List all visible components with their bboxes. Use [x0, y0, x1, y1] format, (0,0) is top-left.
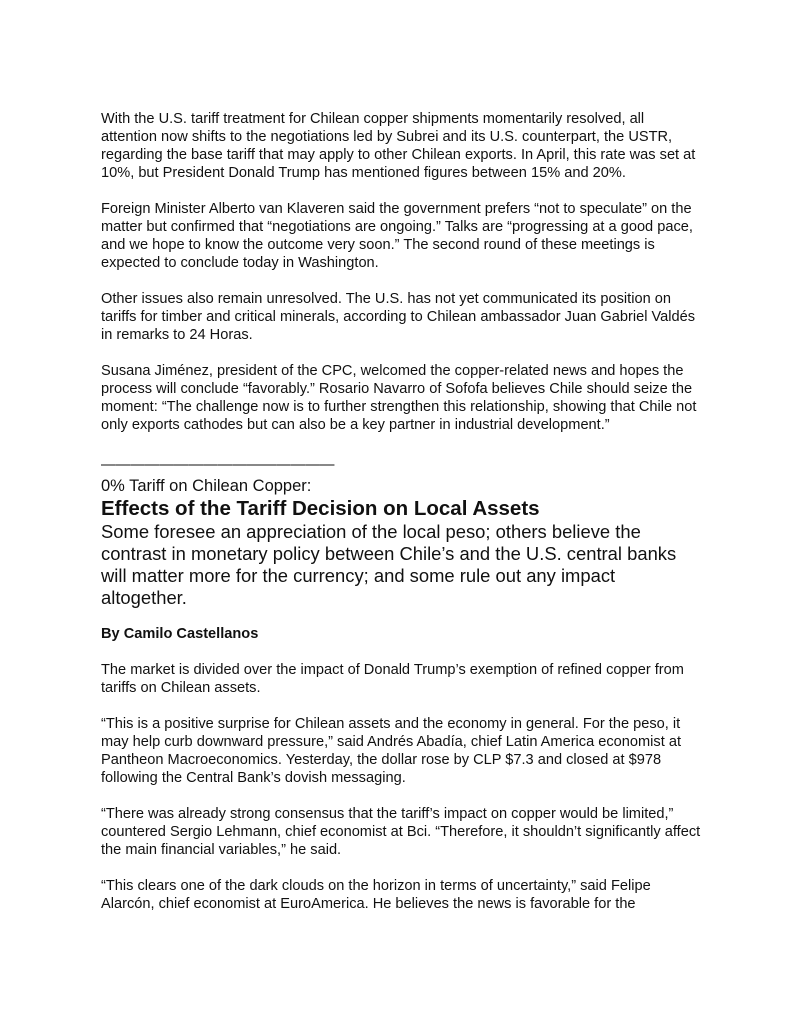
- body-paragraph: “This is a positive surprise for Chilean assets and the economy in general. For the peso, it may help curb downward pressure,” said Andrés Abadía, chief Latin America economist at Pantheon Macroeconomics. Yesterday, the dollar rose by CLP $7.3 and closed at $978 following the Central Bank’s dovish messaging.: [101, 716, 682, 786]
- body-paragraph: The market is divided over the impact of Donald Trump’s exemption of refined copper from tariffs on Chilean assets.: [101, 662, 684, 696]
- article-kicker: 0% Tariff on Chilean Copper:: [101, 477, 312, 495]
- article-local-assets: [101, 476, 701, 913]
- body-paragraph: Other issues also remain unresolved. The U.S. has not yet communicated its position on tariffs for timber and critical minerals, according to Chilean ambassador Juan Gabriel Valdés in remarks to 24 Horas.: [101, 291, 696, 343]
- body-paragraph: “This clears one of the dark clouds on the horizon in terms of uncertainty,” said Felipe Alarcón, chief economist at EuroAmerica. He believes the news is favorable for the: [101, 878, 651, 912]
- body-paragraph: With the U.S. tariff treatment for Chilean copper shipments momentarily resolved, all attention now shifts to the negotiations led by Subrei and its U.S. counterpart, the USTR, regarding the base tariff that may apply to other Chilean exports. In April, this rate was set at 10%, but President Donald Trump has mentioned figures between 15% and 20%.: [101, 111, 696, 181]
- article-headline: Effects of the Tariff Decision on Local Assets: [101, 497, 540, 520]
- article-tariff-negotiations: [101, 110, 701, 434]
- body-paragraph: Susana Jiménez, president of the CPC, welcomed the copper-related news and hopes the process will conclude “favorably.” Rosario Navarro of Sofofa believes Chile should seize the moment: “The challenge now is to further strengthen this relationship, showing that Chile not only exports cathodes but can also be a key partner in industrial development.”: [101, 363, 697, 433]
- body-paragraph: Foreign Minister Alberto van Klaveren said the government prefers “not to speculate” on the matter but confirmed that “negotiations are ongoing.” Talks are “progressing at a good pace, and we hope to know the outcome very soon.” The second round of these meetings is expected to conclude today in Washington.: [101, 201, 693, 271]
- article-byline: By Camilo Castellanos: [101, 626, 259, 642]
- article-dek: Some foresee an appreciation of the local peso; others believe the contrast in monetary policy between Chile’s and the U.S. central banks will matter more for the currency; and some rule out any impact altogether.: [101, 521, 677, 608]
- document-page: [101, 110, 701, 913]
- section-separator: ————————————————: [101, 457, 335, 473]
- body-paragraph: “There was already strong consensus that the tariff’s impact on copper would be limited,” countered Sergio Lehmann, chief economist at Bci. “Therefore, it shouldn’t significantly affect the main financial variables,” he said.: [101, 806, 701, 858]
